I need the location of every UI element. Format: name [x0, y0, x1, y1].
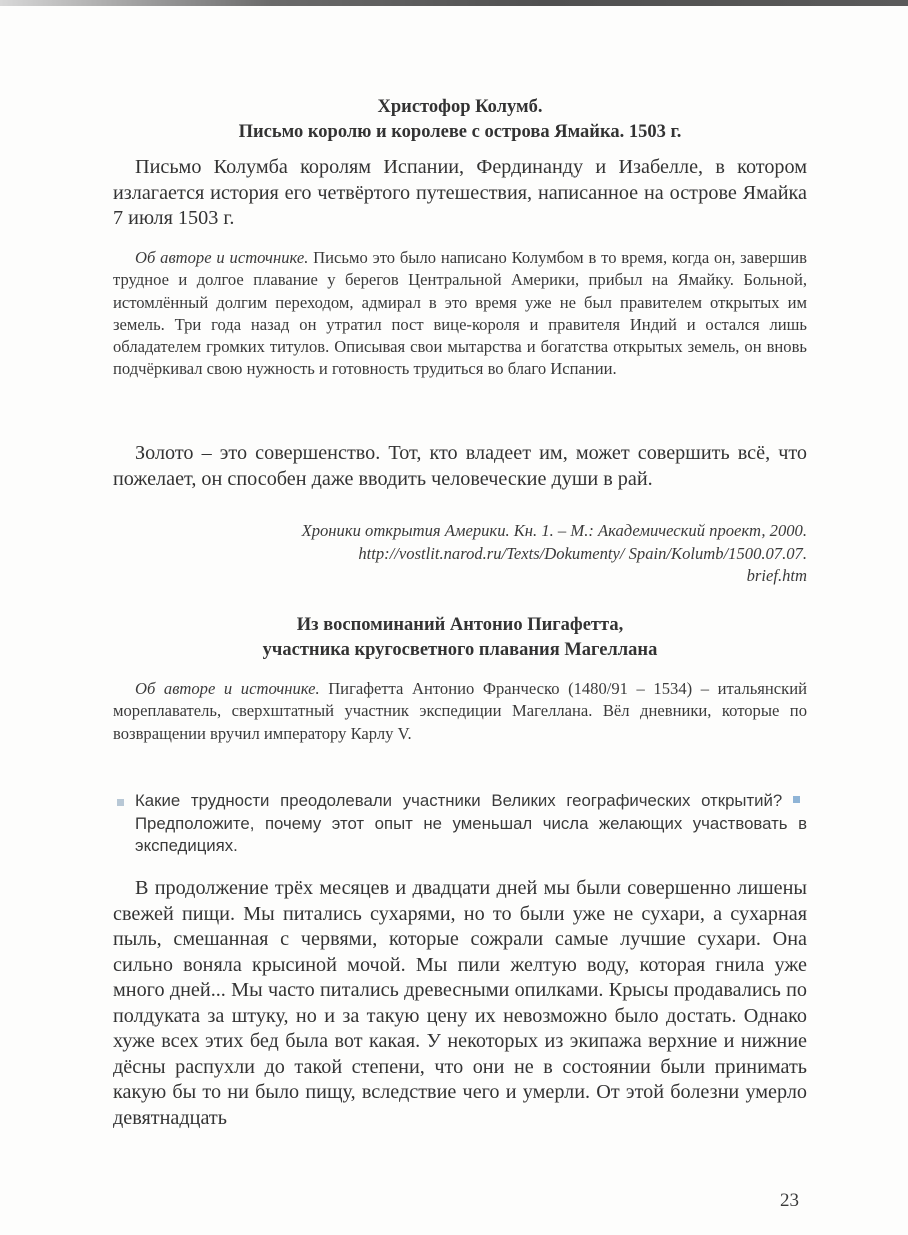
citation-link-end[interactable]: brief.htm — [746, 566, 807, 585]
title-line: участника кругосветного плавания Магеллана — [262, 640, 658, 660]
about-label: Об авторе и источнике. — [135, 248, 309, 267]
citation-link[interactable]: http://vostlit.narod.ru/Texts/Dokumenty/ Spain/Kolumb/1500.07.07. — [358, 543, 807, 563]
page-number: 23 — [780, 1190, 799, 1211]
about-text: Пигафетта Антонио Франческо (1480/91 – 1534) – итальянский мореплаватель, сверхштатный участник экспедиции Магеллана. Вёл дневники, которые по возвращении вручил императору Карлу V. — [113, 679, 807, 743]
about-text: Письмо это было написано Колумбом в то время, когда он, завершив трудное и долгое плавание у берегов Центральной Америки, прибыл на Ямайку. Больной, истомлённый долгим переходом, адмирал в это время уже не был правителем открытых им земель. Три года назад он утратил пост вице-короля и правителя Индий и остался лишь обладателем громких титулов. Описывая свои мытарства и богатства открытых земель, он вновь подчёркивал свою нужность и готовность трудиться во благо Испании. — [113, 248, 807, 379]
question-1: Какие трудности преодолевали участники Великих географических открытий? — [135, 791, 783, 810]
section-title-pigafetta — [113, 613, 807, 663]
square-bullet-icon — [793, 796, 800, 803]
about-label: Об авторе и источнике. — [135, 679, 320, 698]
quote-paragraph: Золото – это совершенство. Тот, кто владеет им, может совершить всё, что пожелает, он способен даже вводить человеческие души в рай. — [113, 442, 807, 490]
square-bullet-icon — [117, 799, 124, 806]
citation — [113, 520, 807, 588]
about-source-paragraph — [113, 247, 807, 381]
citation-line: Хроники открытия Америки. Кн. 1. – М.: Академический проект, 2000. — [301, 521, 807, 540]
title-line: Письмо королю и королеве с острова Ямайка. 1503 г. — [238, 122, 682, 142]
main-text-paragraph: В продолжение трёх месяцев и двадцати дней мы были совершенно лишены свежей пищи. Мы питались сухарями, но то были уже не сухари, а сухарная пыль, смешанная с червями, которые сожрали самые лучшие сухари. Она сильно воняла крысиной мочой. Мы пили желтую воду, которая гнила уже много дней... Мы часто питались древесными опилками. Крысы продавались по полдуката за штуку, но и за такую цену их невозможно было достать. Однако хуже всех этих бед была вот какая. У некоторых из экипажа верхние и нижние дёсны распухли до такой степени, что они не в состоянии были принимать какую бы то ни было пищу, вследствие чего и умерли. От этой болезни умерло девятнадцать — [113, 877, 807, 1129]
about-source-paragraph — [113, 678, 807, 745]
intro-paragraph: Письмо Колумба королям Испании, Фердинанду и Изабелле, в котором излагается история его четвёртого путешествия, написанное на острове Ямайка 7 июля 1503 г. — [113, 156, 807, 229]
scan-top-edge — [0, 0, 908, 6]
question-2: Предположите, почему этот опыт не уменьшал числа желающих участвовать в экспедициях. — [135, 813, 807, 855]
questions-block — [113, 790, 807, 858]
title-line: Христофор Колумб. — [377, 97, 543, 117]
section-title-columbus — [113, 95, 807, 145]
title-line: Из воспоминаний Антонио Пигафетта, — [296, 615, 624, 635]
